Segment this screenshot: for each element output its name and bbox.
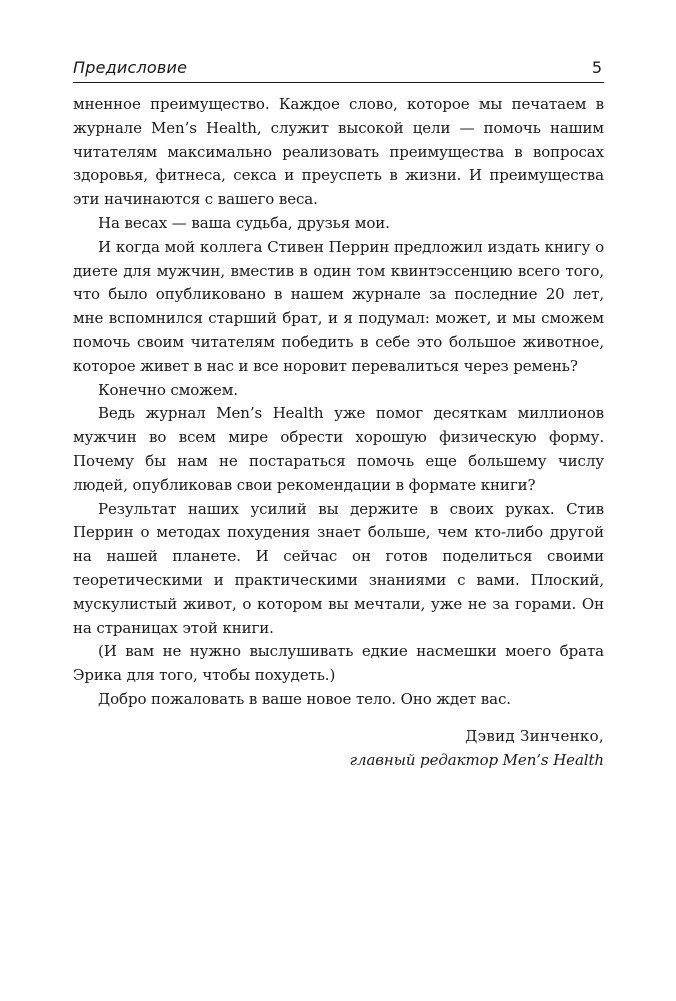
paragraph: Результат наших усилий вы держите в своих руках. Стив Перрин о методах похудения знает больше, чем кто-либо другой на нашей планете. И сейчас он готов поделиться своими теоретическими и практическими знаниями с вами. Плоский, мускулистый живот, о котором вы мечтали, уже не за горами. Он на страницах этой книги. <box>73 499 604 637</box>
paragraph: На весах — ваша судьба, друзья мои. <box>98 213 390 232</box>
paragraph: (И вам не нужно выслушивать едкие насмешки моего брата Эрика для того, чтобы похудеть.) <box>73 642 604 685</box>
page-number: 5 <box>591 58 602 77</box>
header-rule <box>73 82 604 83</box>
author-name: Дэвид Зинченко, <box>465 726 604 745</box>
section-title: Предисловие <box>73 58 188 77</box>
paragraph: Ведь журнал Men’s Health уже помог десяткам миллионов мужчин во всем мире обрести хорошую физическую форму. Почему бы нам не постараться помочь еще большему числу людей, опубликовав свои рекомендации в формате книги? <box>73 404 604 494</box>
paragraph: И когда мой коллега Стивен Перрин предложил издать книгу о диете для мужчин, вместив в один том квинтэссенцию всего того, что было опубликовано в нашем журнале за последние 20 лет, мне вспомнился старший брат, и я подумал: может, и мы сможем помочь своим читателям победить в себе это большое животное, которое живет в нас и все норовит перевалиться через ремень? <box>73 237 604 375</box>
paragraph: Добро пожаловать в ваше новое тело. Оно ждет вас. <box>98 689 511 708</box>
paragraph: мненное преимущество. Каждое слово, которое мы печатаем в журнале Men’s Health, служит высокой цели — помочь нашим читателям максимально реализовать преимущества в вопросах здоровья, фитнеса, секса и преуспеть в жизни. И преимущества эти начинаются с вашего веса. <box>73 95 604 209</box>
main-text <box>73 93 604 772</box>
running-header <box>73 57 604 81</box>
paragraph: Конечно сможем. <box>98 380 238 399</box>
signature <box>73 725 604 773</box>
author-role: главный редактор Men’s Health <box>349 750 604 769</box>
